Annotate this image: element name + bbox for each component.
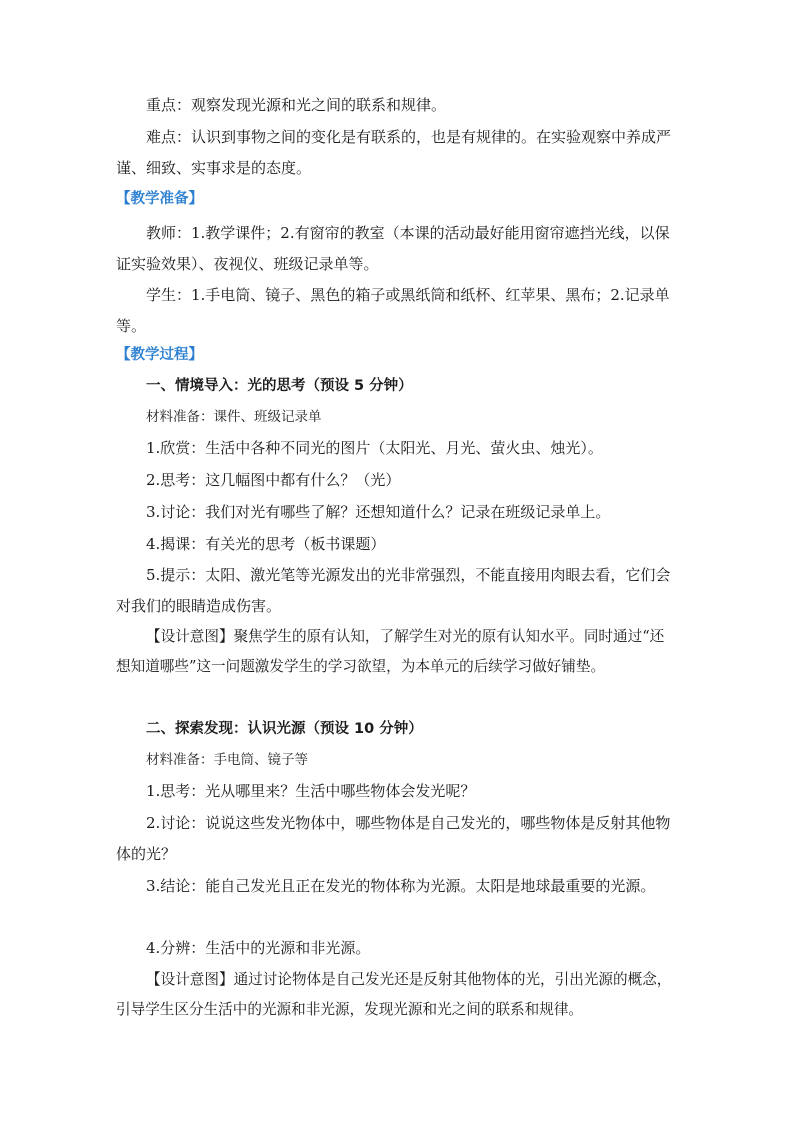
process-heading: 【教学过程】 bbox=[116, 347, 203, 363]
part1-step: 3.讨论：我们对光有哪些了解？还想知道什么？记录在班级记录单上。 bbox=[146, 503, 611, 521]
focus-paragraph: 重点：观察发现光源和光之间的联系和规律。 bbox=[146, 96, 447, 114]
part2-design-intent: 【设计意图】通过讨论物体是自己发光还是反射其他物体的光，引出光源的概念，引导学生区分生活中的光源和非光源，发现光源和光之间的联系和规律。 bbox=[116, 971, 672, 1018]
difficulty-paragraph: 难点：认识到事物之间的变化是有联系的，也是有规律的。在实验观察中养成严谨、细致、实事求是的态度。 bbox=[116, 128, 672, 177]
part1-step: 5.提示：太阳、激光笔等光源发出的光非常强烈，不能直接用肉眼去看，它们会对我们的眼睛造成伤害。 bbox=[116, 566, 671, 615]
part2-step: 4.分辨：生活中的光源和非光源。 bbox=[146, 939, 371, 957]
part1-title: 一、情境导入：光的思考（预设 5 分钟） bbox=[146, 378, 413, 394]
part1-materials: 材料准备：课件、班级记录单 bbox=[146, 409, 322, 425]
part1-step: 1.欣赏：生活中各种不同光的图片（太阳光、月光、萤火虫、烛光）。 bbox=[146, 439, 603, 457]
part2-step: 2.讨论：说说这些发光物体中，哪些物体是自己发光的，哪些物体是反射其他物体的光？ bbox=[116, 814, 671, 863]
prep-teacher-paragraph: 教师：1.教学课件；2.有窗帘的教室（本课的活动最好能用窗帘遮挡光线，以保证实验效果）、夜视仪、班级记录单等。 bbox=[116, 224, 670, 273]
part2-step: 3.结论：能自己发光且正在发光的物体称为光源。太阳是地球最重要的光源。 bbox=[146, 877, 656, 895]
part1-design-intent: 【设计意图】聚焦学生的原有认知，了解学生对光的原有认知水平。同时通过“还想知道哪些”这一问题激发学生的学习欲望，为本单元的后续学习做好铺垫。 bbox=[116, 628, 665, 675]
part1-step: 2.思考：这几幅图中都有什么？（光） bbox=[146, 471, 401, 489]
part2-materials: 材料准备：手电筒、镜子等 bbox=[146, 752, 308, 768]
prep-student-paragraph: 学生：1.手电筒、镜子、黑色的箱子或黑纸筒和纸杯、红苹果、黑布；2.记录单等。 bbox=[116, 286, 670, 335]
part2-title: 二、探索发现：认识光源（预设 10 分钟） bbox=[146, 721, 423, 737]
part2-step: 1.思考：光从哪里来？生活中哪些物体会发光呢？ bbox=[146, 782, 476, 800]
part1-step: 4.揭课：有关光的思考（板书课题） bbox=[146, 535, 386, 553]
prep-heading: 【教学准备】 bbox=[116, 191, 203, 207]
